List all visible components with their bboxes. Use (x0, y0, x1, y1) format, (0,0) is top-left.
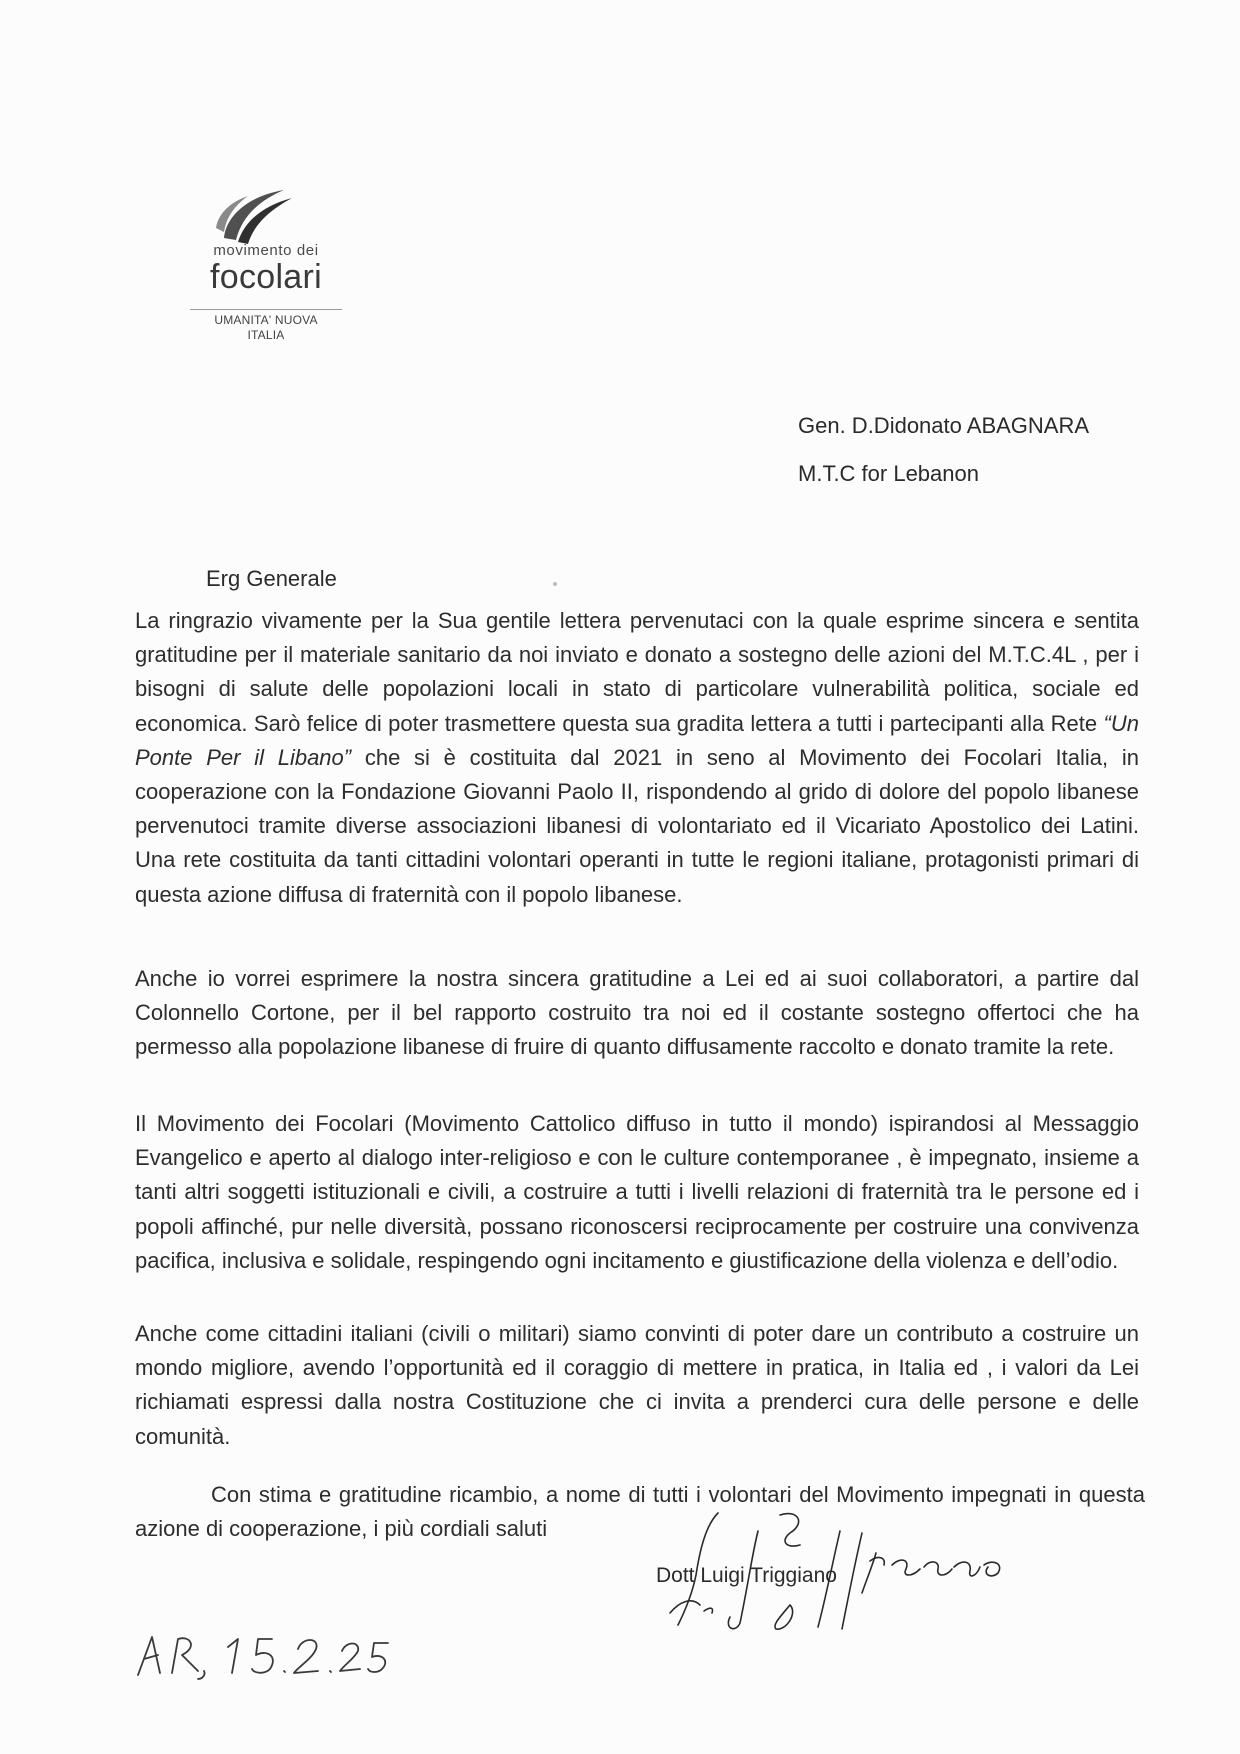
body-paragraph-1 (135, 604, 1139, 912)
focolari-flame-icon (212, 186, 302, 246)
paragraph-1-text-a: La ringrazio vivamente per la Sua gentile lettera pervenutaci con la quale esprime sincera e sentita gratitudine per il materiale sanitario da noi inviato e donato a sostegno delle azioni del M.T.C.4L , per i bisogni di salute delle popolazioni locali in stato di particolare vulnerabilità politica, sociale ed economica. Sarò felice di poter trasmettere questa sua gradita lettera a tutti i partecipanti alla Rete (135, 608, 1139, 736)
body-paragraph-2: Anche io vorrei esprimere la nostra sincera gratitudine a Lei ed ai suoi collaboratori, a partire dal Colonnello Cortone, per il bel rapporto costruito tra noi ed il costante sostegno offertoci che ha permesso alla popolazione libanese di fruire di quanto diffusamente raccolto e donato tramite la rete. (135, 966, 1139, 1060)
org-tagline-line2: ITALIA (247, 328, 285, 342)
org-name-line1: movimento dei (213, 242, 319, 259)
logo-divider (190, 309, 342, 310)
addressee-unit: M.T.C for Lebanon (798, 461, 979, 486)
scan-speck (553, 582, 557, 586)
letterhead-logo (186, 186, 346, 343)
signer-name: Dott Luigi Triggiano (656, 1564, 837, 1587)
handwritten-date-note (132, 1625, 392, 1685)
paragraph-1-text-b: che si è costituita dal 2021 in seno al Movimento dei Focolari Italia, in cooperazione con la Fondazione Giovanni Paolo II, rispondendo al grido di dolore del popolo libanese pervenutoci tramite diverse associazioni libanesi di volontariato ed il Vicariato Apostolico dei Latini. Una rete costituita da tanti cittadini volontari operanti in tutte le regioni italiane, protagonisti primari di questa azione diffusa di fraternità con il popolo libanese. (135, 744, 1139, 907)
body-paragraph-3: Il Movimento dei Focolari (Movimento Cattolico diffuso in tutto il mondo) ispirandosi al Messaggio Evangelico e aperto al dialogo inter-religioso e con le culture contemporanee , è impegnato, insieme a tanti altri soggetti istituzionali e civili, a costruire a tutti i livelli relazioni di fraternità tra le persone ed i popoli affinché, pur nelle diversità, possano riconoscersi reciprocamente per costruire una convivenza pacifica, inclusiva e solidale, respingendo ogni incitamento e giustificazione della violenza e dell’odio. (135, 1111, 1139, 1273)
body-paragraph-4: Anche come cittadini italiani (civili o militari) siamo convinti di poter dare un contributo a costruire un mondo migliore, avendo l’opportunità ed il coraggio di mettere in pratica, in Italia ed , i valori da Lei richiamati espressi dalla nostra Costituzione che ci invita a prenderci cura delle persone e delle comunità. (135, 1321, 1139, 1449)
addressee-name: Gen. D.Didonato ABAGNARA (798, 413, 1090, 438)
salutation: Erg Generale (206, 566, 337, 591)
org-name-line2: focolari (209, 258, 322, 296)
network-name-italic: “Un Ponte Per il Libano” (135, 710, 1139, 770)
org-tagline-line1: UMANITA' NUOVA (214, 313, 318, 327)
closing-paragraph: Con stima e gratitudine ricambio, a nome di tutti i volontari del Movimento impegnati in questa azione di cooperazione, i più cordiali saluti (135, 1482, 1145, 1542)
